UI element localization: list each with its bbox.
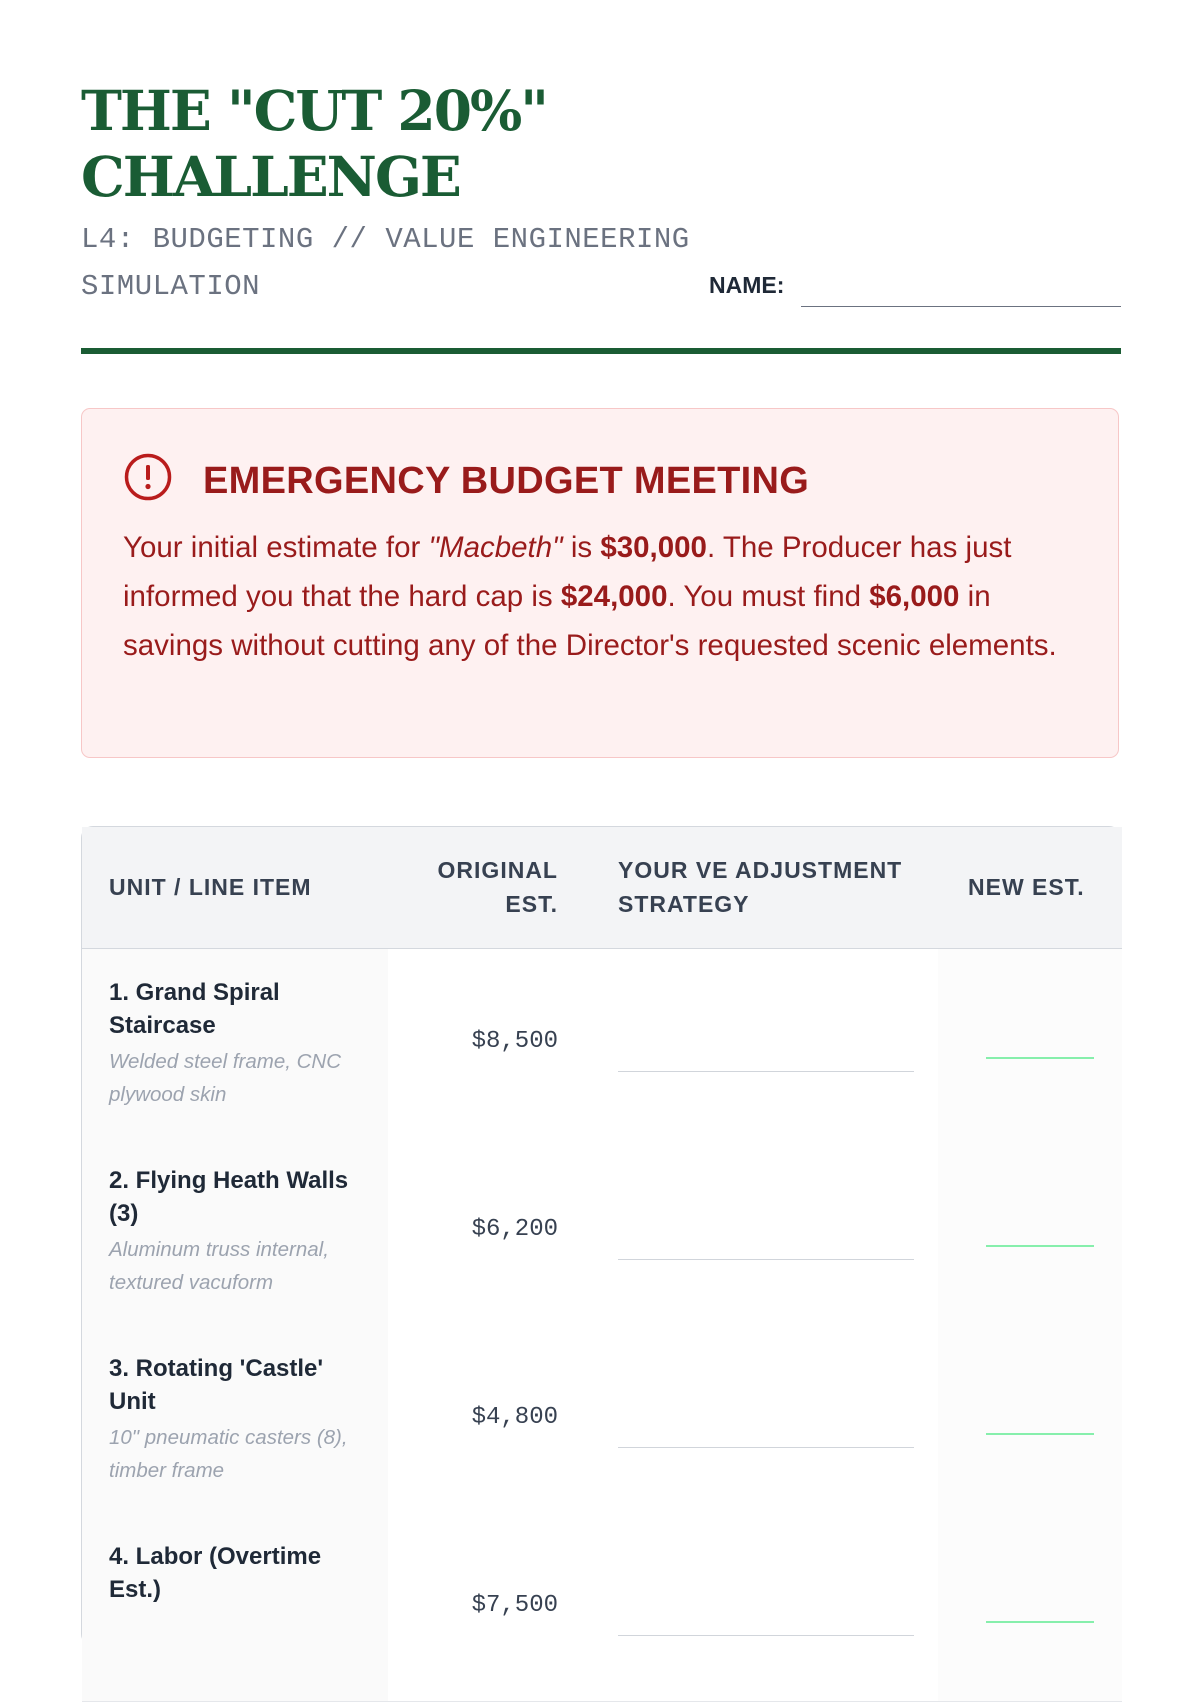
- header-divider: [81, 348, 1121, 354]
- new-est-cell: [938, 1137, 1122, 1325]
- initial-estimate: $30,000: [600, 531, 707, 564]
- page-title: [81, 78, 641, 210]
- item-description: Aluminum truss internal, textured vacuform: [109, 1238, 329, 1294]
- table-row: [82, 949, 1122, 1138]
- alert-text-5: in savings without cutting any of the Director's requested scenic elements.: [123, 580, 1057, 662]
- alert-text-4: . You must find: [667, 580, 870, 613]
- alert-body: [123, 523, 1083, 670]
- header-unit-line-item: UNIT / LINE ITEM: [109, 874, 312, 900]
- original-estimate: $4,800: [471, 1404, 558, 1431]
- header-original-est: ORIGINAL EST.: [437, 857, 558, 917]
- header-ve-strategy: YOUR VE ADJUSTMENT STRATEGY: [618, 857, 903, 917]
- new-estimate-input[interactable]: [986, 1245, 1094, 1247]
- alert-text-2: is: [562, 531, 601, 564]
- new-estimate-input[interactable]: [986, 1433, 1094, 1435]
- original-estimate: $7,500: [471, 1592, 558, 1619]
- new-est-cell: [938, 949, 1122, 1137]
- item-name: 4. Labor (Overtime Est.): [109, 1543, 322, 1603]
- table-header: [82, 827, 1122, 949]
- header-new-est: NEW EST.: [968, 874, 1085, 900]
- strategy-input[interactable]: [618, 1635, 914, 1636]
- new-est-cell: [938, 1513, 1122, 1701]
- strategy-input[interactable]: [618, 1259, 914, 1260]
- alert-text-1: Your initial estimate for: [123, 531, 429, 564]
- table-row: [82, 1137, 1122, 1326]
- table-row: [82, 1513, 1122, 1702]
- item-name: 3. Rotating 'Castle' Unit: [109, 1355, 324, 1415]
- original-estimate: $8,500: [471, 1028, 558, 1055]
- alert-circle-icon: [124, 453, 172, 501]
- alert-title: EMERGENCY BUDGET MEETING: [203, 460, 810, 502]
- item-description: 10" pneumatic casters (8), timber frame: [109, 1426, 348, 1482]
- strategy-input[interactable]: [618, 1071, 914, 1072]
- alert-text-3: . The Producer has just informed you that the hard cap is: [123, 531, 1012, 613]
- table-row: [82, 1325, 1122, 1514]
- worksheet-page: [81, 0, 1121, 1619]
- savings-target: $6,000: [869, 580, 960, 613]
- title-line-1: THE "CUT 20%": [81, 78, 547, 143]
- item-name: 2. Flying Heath Walls (3): [109, 1167, 349, 1227]
- new-est-cell: [938, 1325, 1122, 1513]
- hard-cap: $24,000: [560, 580, 668, 613]
- item-name: 1. Grand Spiral Staircase: [109, 979, 280, 1039]
- title-line-2: CHALLENGE: [81, 144, 460, 209]
- new-estimate-input[interactable]: [986, 1057, 1094, 1059]
- item-description: Welded steel frame, CNC plywood skin: [109, 1050, 342, 1106]
- show-title: "Macbeth": [428, 531, 563, 564]
- name-label: NAME:: [709, 272, 785, 298]
- name-field[interactable]: [801, 306, 1121, 307]
- new-estimate-input[interactable]: [986, 1621, 1094, 1623]
- original-estimate: $6,200: [471, 1216, 558, 1243]
- ve-table: [81, 826, 1121, 1646]
- emergency-alert-box: [81, 408, 1119, 758]
- strategy-input[interactable]: [618, 1447, 914, 1448]
- page-subtitle: L4: BUDGETING // VALUE ENGINEERING SIMULATION: [81, 223, 690, 303]
